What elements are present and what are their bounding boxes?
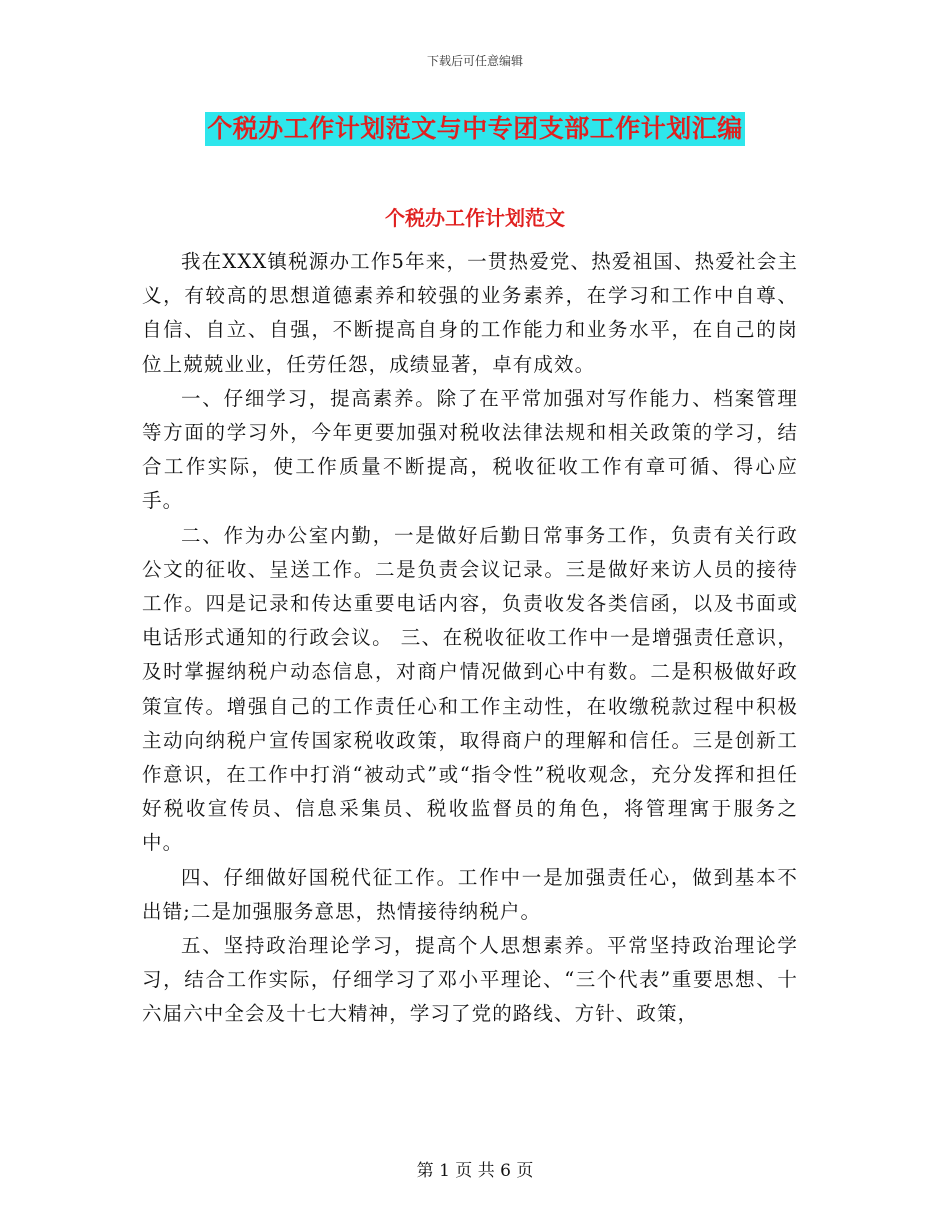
paragraph: 一、仔细学习，提高素养。除了在平常加强对写作能力、档案管理等方面的学习外，今年更要加强对税收法律法规和相关政策的学习，结合工作实际，使工作质量不断提高，税收征收工作有章可循、得心应手。 [142,386,798,513]
paragraph: 五、坚持政治理论学习，提高个人思想素养。平常坚持政治理论学习，结合工作实际，仔细学习了邓小平理论、“三个代表”重要思想、十六届六中全会及十七大精神，学习了党的路线、方针、政策， [142,934,798,1026]
document-title: 个税办工作计划范文与中专团支部工作计划汇编 [205,112,745,146]
page-header-note: 下载后可任意编辑 [426,54,523,68]
title-container [0,112,950,146]
paragraph: 二、作为办公室内勤，一是做好后勤日常事务工作，负责有关行政公文的征收、呈送工作。二是负责会议记录。三是做好来访人员的接待工作。四是记录和传达重要电话内容，负责收发各类信函，以及书面或电话形式通知的行政会议。 三、在税收征收工作中一是增强责任意识，及时掌握纳税户动态信息，对商户情况做到心中有数。二是积极做好政策宣传。增强自己的工作责任心和工作主动性，在收缴税款过程中积极主动向纳税户宣传国家税收政策，取得商户的理解和信任。三是创新工作意识，在工作中打消“被动式”或“指令性”税收观念，充分发挥和担任好税收宣传员、信息采集员、税收监督员的角色，将管理寓于服务之中。 [142,523,798,855]
page-number: 第 1 页 共 6 页 [416,1161,534,1181]
section-subtitle: 个税办工作计划范文 [385,206,565,230]
paragraph: 我在XXX镇税源办工作5年来，一贯热爱党、热爱祖国、热爱社会主义，有较高的思想道德素养和较强的业务素养，在学习和工作中自尊、自信、自立、自强，不断提高自身的工作能力和业务水平，在自己的岗位上兢兢业业，任劳任怨，成绩显著，卓有成效。 [142,250,798,376]
paragraph: 四、仔细做好国税代征工作。工作中一是加强责任心，做到基本不出错;二是加强服务意思，热情接待纳税户。 [142,865,798,923]
document-body [142,245,798,1032]
